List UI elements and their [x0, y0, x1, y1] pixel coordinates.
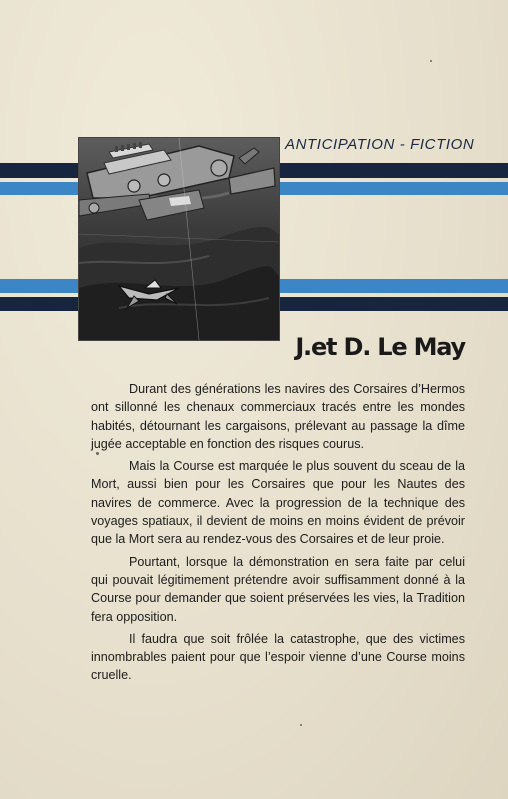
blurb-paragraph: Durant des générations les navires des Corsaires d’Hermos ont sillonné les chenaux commerciaux tracés entre les mondes habités, détournant les cargaisons, prélevant au passage la dîme jugée acceptable en fonction des risques courus. [91, 382, 465, 451]
blurb-paragraph: Il faudra que soit frôlée la catastrophe, que des victimes innombrables paient pour que l’espoir vienne d’une Course moins cruelle. [91, 631, 465, 683]
space-battle-illustration [79, 138, 279, 340]
back-cover-blurb [91, 380, 465, 689]
paper-speck [430, 60, 432, 62]
blurb-paragraph: Pourtant, lorsque la démonstration en sera faite par celui qui pouvait légitimement prétendre avoir suffisamment donné à la Course pour demander que soient préservées les vies, la Tradition fera opposition. [91, 554, 465, 624]
author-names: J.et D. Le May [295, 333, 465, 361]
paper-speck [96, 452, 99, 455]
series-title: ANTICIPATION - FICTION [285, 136, 475, 153]
blurb-paragraph: Mais la Course est marquée le plus souvent du sceau de la Mort, aussi bien pour les Corsaires que pour les Nautes des navires de commerce. Avec la progression de la technique des voyages spatiaux, il devient de moins en moins évident de prévoir que la Mort sera au rendez-vous des Corsaires et de leur proie. [91, 459, 465, 547]
paper-speck [300, 724, 302, 726]
